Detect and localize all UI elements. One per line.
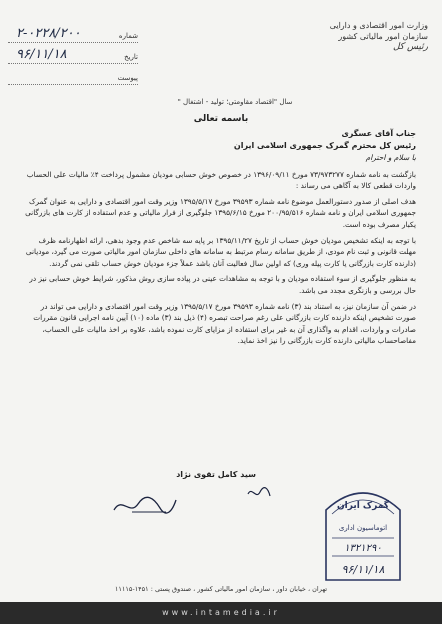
stamp-subtitle: اتوماسیون اداری (338, 524, 388, 532)
attachment-row (8, 66, 138, 85)
stamp-number: ۱۳۲۱۲۹۰ (344, 543, 382, 554)
reference-block (8, 24, 138, 87)
stamp-frame (316, 480, 410, 586)
date-value: ۹۶/۱۱/۱۸ (16, 47, 67, 62)
initials-mark (246, 484, 272, 502)
signatory-name: سید کامل تقوی نژاد (176, 470, 256, 479)
attachment-label: پیوست (117, 74, 138, 82)
stamp-date: ۹۶/۱۱/۱۸ (341, 563, 385, 576)
letter-body (20, 128, 416, 351)
stamp-title: گمرک ایران (336, 501, 390, 511)
receipt-stamp (316, 480, 410, 586)
addressee-name: جناب آقای عسگری (341, 129, 416, 138)
footer-address: تهران ، خیابان داور ، سازمان امور مالیاتی کشور ، صندوق پستی : ۱۴۵۱-۱۱۱۱۵ (114, 585, 328, 593)
office-title: رئیس کل (392, 42, 428, 52)
handwritten-signature (110, 492, 180, 518)
date-label: تاریخ (124, 53, 138, 61)
year-motto: سال "اقتصاد مقاومتی؛ تولید - اشتغال " (177, 98, 293, 106)
paragraph: با توجه به اینکه تشخیص مودیان خوش حساب از تاریخ ۱۳۹۵/۱۱/۲۷ بر پایه سه شاخص عدم وجود بدهی، ارائه اظهارنامه ظرف مهلت قانونی و ثبت نام مودی، از طریق سامانه رسام مرتبط به سامانه های داخلی سازمان امور مالیاتی صورت می گیرد، مودیانی (دارنده کارت بازرگانی یا کارت پیله وری) که اولین سال فعالیت آنان باشد عملاً جزء مودیان خوش حساب تلقی نمی گردند. (25, 235, 416, 268)
ministry-name: وزارت امور اقتصادی و دارایی (329, 21, 428, 30)
number-row (8, 24, 138, 43)
paragraph: بازگشت به نامه شماره ۷۳/۹۷۳۲۷۷ مورخ ۱۳۹۶/۰۹/۱۱ در خصوص خوش حسابی مودیان مشمول پرداخت ۴٪ مالیات علی الحساب واردات قطعی کالا به آگاهی می رساند : (26, 169, 416, 191)
paragraph: هدف اصلی از صدور دستورالعمل موضوع نامه شماره ۳۹۵۹۳ مورخ ۱۳۹۵/۵/۱۷ وزیر وقت امور اقتصادی و دارایی به عنوان گمرک جمهوری اسلامی ایران و نامه شماره ۲۰۰/۹۵/۵۱۶ مورخ ۱۳۹۵/۶/۱۵ جلوگیری از فرار مالیاتی و عدم استفاده از کارت های بازرگانی یکبار مصرف بوده است. (25, 196, 416, 229)
number-label: شماره (118, 32, 138, 40)
addressee-title: رئیس کل محترم گمرک جمهوری اسلامی ایران (233, 141, 416, 150)
letterhead (278, 20, 428, 53)
paragraph: در ضمن آن سازمان نیز، به استناد بند (۳) نامه شماره ۳۹۵۹۳ مورخ ۱۳۹۵/۵/۱۷ وزیر وقت امور اقتصادی و دارایی می تواند در صورت تشخیص اینکه دارنده کارت بازرگانی علی رغم صراحت تبصره (۴) ذیل بند (۳) ماده (۱۰) آیین نامه اجرایی قانون مقررات صادرات و واردات، اقدام به واگذاری آن به غیر برای استفاده از مزایای کارت نموده باشد، علاوه بر اخذ مالیات علی الحساب، مفاصاحساب مالیاتی دارنده کارت بازرگانی را نیز اخذ نماید. (33, 301, 416, 346)
footer-url: www.intamedia.ir (162, 608, 280, 617)
paragraph: به منظور جلوگیری از سوء استفاده مودیان و با توجه به مشاهدات عینی در پیاده سازی روش مذکور، شرایط خوش حسابی نیز در حال بررسی و بازنگری مجدد می باشد. (29, 274, 416, 295)
date-row (8, 45, 138, 64)
organization-name: سازمان امور مالیاتی کشور (338, 32, 428, 41)
number-value: ۲-۰۲۲۸/۲۰۰ (16, 26, 81, 41)
greeting: با سلام و احترام (365, 153, 416, 162)
bismillah: باسمه تعالی (193, 114, 249, 124)
